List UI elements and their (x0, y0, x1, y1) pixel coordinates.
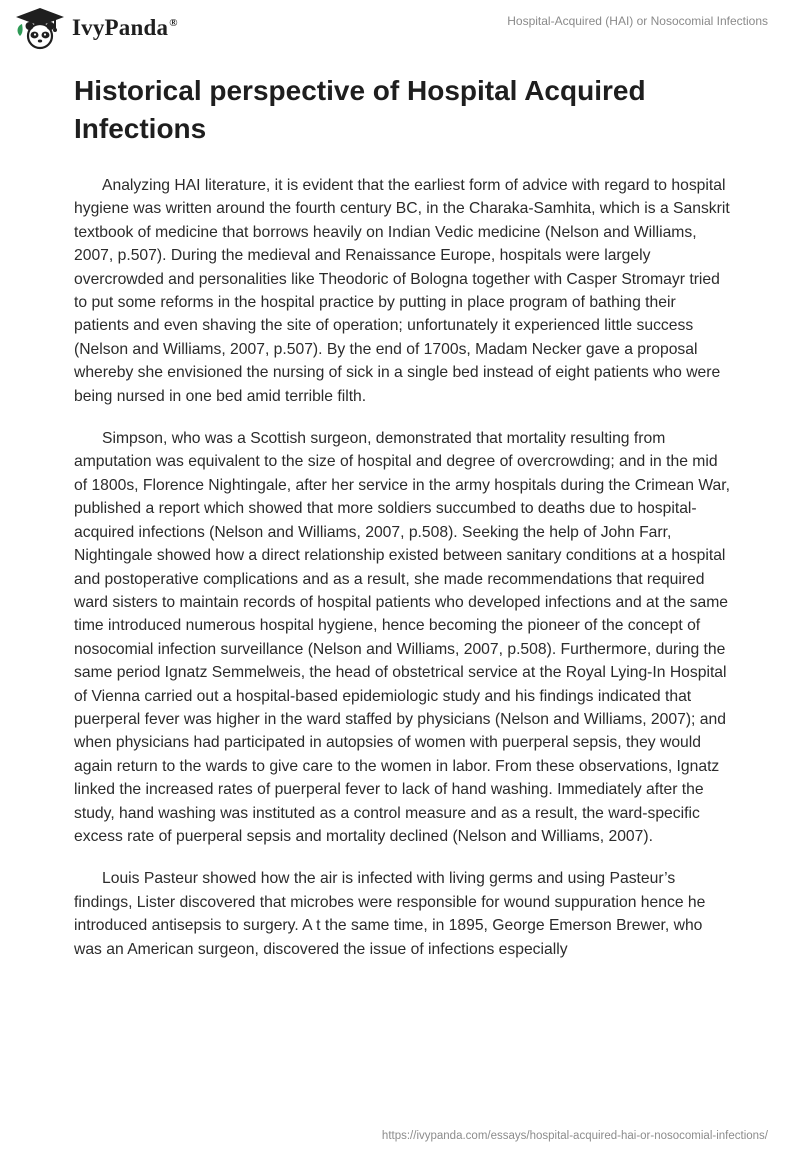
section-heading: Historical perspective of Hospital Acquired Infections (74, 75, 646, 144)
brand-name: IvyPanda® (72, 15, 178, 40)
article-body (74, 174, 734, 980)
paragraph: Simpson, who was a Scottish surgeon, demonstrated that mortality resulting from amputation was equivalent to the size of hospital and degree of overcrowding; and in the mid of 1800s, Florence Nightingale, after her service in the army hospitals during the Crimean War, published a report which showed that more soldiers succumbed to deaths due to hospital-acquired infections (Nelson and Williams, 2007, p.508). Seeking the help of John Farr, Nightingale showed how a direct relationship existed between sanitary conditions at a hospital and postoperative complications and as a result, she made recommendations that required ward sisters to maintain records of hospital patients who developed infections and at the same time introduced numerous hospital hygiene, hence becoming the pioneer of the concept of nosocomial infection surveillance (Nelson and Williams, 2007, p.508). Furthermore, during the same period Ignatz Semmelweis, the head of obstetrical service at the Royal Lying-In Hospital of Vienna carried out a hospital-based epidemiologic study and his findings indicated that puerperal fever was higher in the ward staffed by physicians (Nelson and Williams, 2007); and when physicians had participated in autopsies of women with puerperal sepsis, they would again return to the wards to give care to the women in labor. From these observations, Ignatz linked the increased rates of puerperal fever to lack of hand washing. Immediately after the study, hand washing was instituted as a control measure and as a result, the ward-specific excess rate of puerperal sepsis and mortality declined (Nelson and Williams, 2007). (74, 430, 730, 845)
registered-mark: ® (169, 17, 178, 30)
panda-graduate-icon (14, 6, 66, 50)
document-running-title: Hospital-Acquired (HAI) or Nosocomial Infections (507, 14, 768, 28)
source-url[interactable]: https://ivypanda.com/essays/hospital-acquired-hai-or-nosocomial-infections/ (381, 1130, 768, 1142)
brand-logo[interactable] (14, 6, 178, 50)
paragraph: Louis Pasteur showed how the air is infected with living germs and using Pasteur’s findings, Lister discovered that microbes were responsible for wound suppuration hence he introduced antisepsis to surgery. A t the same time, in 1895, George Emerson Brewer, who was an American surgeon, discovered the issue of infections especially (74, 870, 706, 958)
paragraph: Analyzing HAI literature, it is evident that the earliest form of advice with regard to hospital hygiene was written around the fourth century BC, in the Charaka-Samhita, which is a Sanskrit textbook of medicine that borrows heavily on Indian Vedic medicine (Nelson and Williams, 2007, p.507). During the medieval and Renaissance Europe, hospitals were largely overcrowded and personalities like Theodoric of Bologna together with Casper Stromayr tried to put some reforms in the hospital practice by putting in place program of bathing their patients and even shaving the site of operation; unfortunately it experienced little success (Nelson and Williams, 2007, p.507). By the end of 1700s, Madam Necker gave a proposal whereby she envisioned the nursing of sick in a single bed instead of eight patients who were being nursed in one bed amid terrible filth. (74, 177, 730, 405)
page-header (0, 0, 800, 62)
